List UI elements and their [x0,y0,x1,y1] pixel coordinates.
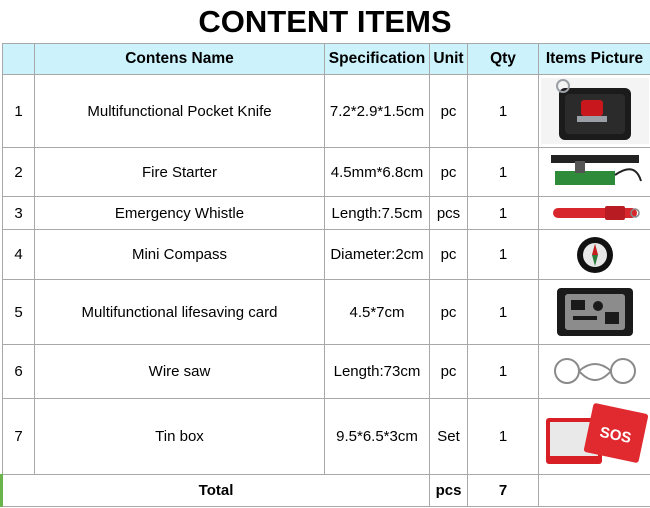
row-qty: 1 [468,148,539,197]
row-name: Multifunctional Pocket Knife [35,75,325,148]
row-picture [539,197,650,230]
total-picture-empty [539,475,650,507]
row-unit: pc [430,230,468,280]
table-row [3,280,650,345]
row-spec: 4.5mm*6.8cm [325,148,430,197]
row-qty: 1 [468,280,539,345]
fire-starter-icon [545,151,645,193]
row-spec: Diameter:2cm [325,230,430,280]
row-no: 4 [3,230,35,280]
row-no: 5 [3,280,35,345]
table-row [3,399,650,475]
row-unit: pc [430,345,468,399]
row-unit: Set [430,399,468,475]
row-no: 1 [3,75,35,148]
total-row [3,475,650,507]
header-unit: Unit [430,44,468,75]
row-spec: Length:7.5cm [325,197,430,230]
row-qty: 1 [468,197,539,230]
total-label: Total [3,475,430,507]
row-picture [539,148,650,197]
pocket-knife-icon [541,78,649,144]
row-spec: Length:73cm [325,345,430,399]
row-name: Wire saw [35,345,325,399]
header-row [3,44,650,75]
header-name: Contens Name [35,44,325,75]
total-qty: 7 [468,475,539,507]
header-picture: Items Picture [539,44,650,75]
header-spec: Specification [325,44,430,75]
row-no: 7 [3,399,35,475]
table-row [3,148,650,197]
row-no: 3 [3,197,35,230]
whistle-icon [545,200,645,226]
sos-label: SOS [597,423,633,447]
page-title: CONTENT ITEMS [198,4,452,39]
content-items-table [2,43,650,507]
row-name: Multifunctional lifesaving card [35,280,325,345]
row-picture [539,230,650,280]
row-spec: 9.5*6.5*3cm [325,399,430,475]
row-accent-bar [0,474,3,507]
total-unit: pcs [430,475,468,507]
row-unit: pc [430,148,468,197]
compass-icon [573,233,617,277]
row-qty: 1 [468,230,539,280]
lifesaving-card-icon [553,284,637,340]
row-picture [539,75,650,148]
tin-box-icon [542,402,648,472]
header-qty: Qty [468,44,539,75]
table-row [3,230,650,280]
row-name: Mini Compass [35,230,325,280]
row-picture [539,280,650,345]
row-name: Emergency Whistle [35,197,325,230]
row-qty: 1 [468,399,539,475]
table-row [3,345,650,399]
row-unit: pc [430,75,468,148]
row-spec: 7.2*2.9*1.5cm [325,75,430,148]
row-picture [539,345,650,399]
row-unit: pc [430,280,468,345]
row-picture [539,399,650,475]
row-spec: 4.5*7cm [325,280,430,345]
header-no [3,44,35,75]
row-name: Tin box [35,399,325,475]
table-row [3,75,650,148]
row-qty: 1 [468,345,539,399]
row-name: Fire Starter [35,148,325,197]
row-no: 2 [3,148,35,197]
row-unit: pcs [430,197,468,230]
row-qty: 1 [468,75,539,148]
wire-saw-icon [545,349,645,395]
row-no: 6 [3,345,35,399]
table-row [3,197,650,230]
